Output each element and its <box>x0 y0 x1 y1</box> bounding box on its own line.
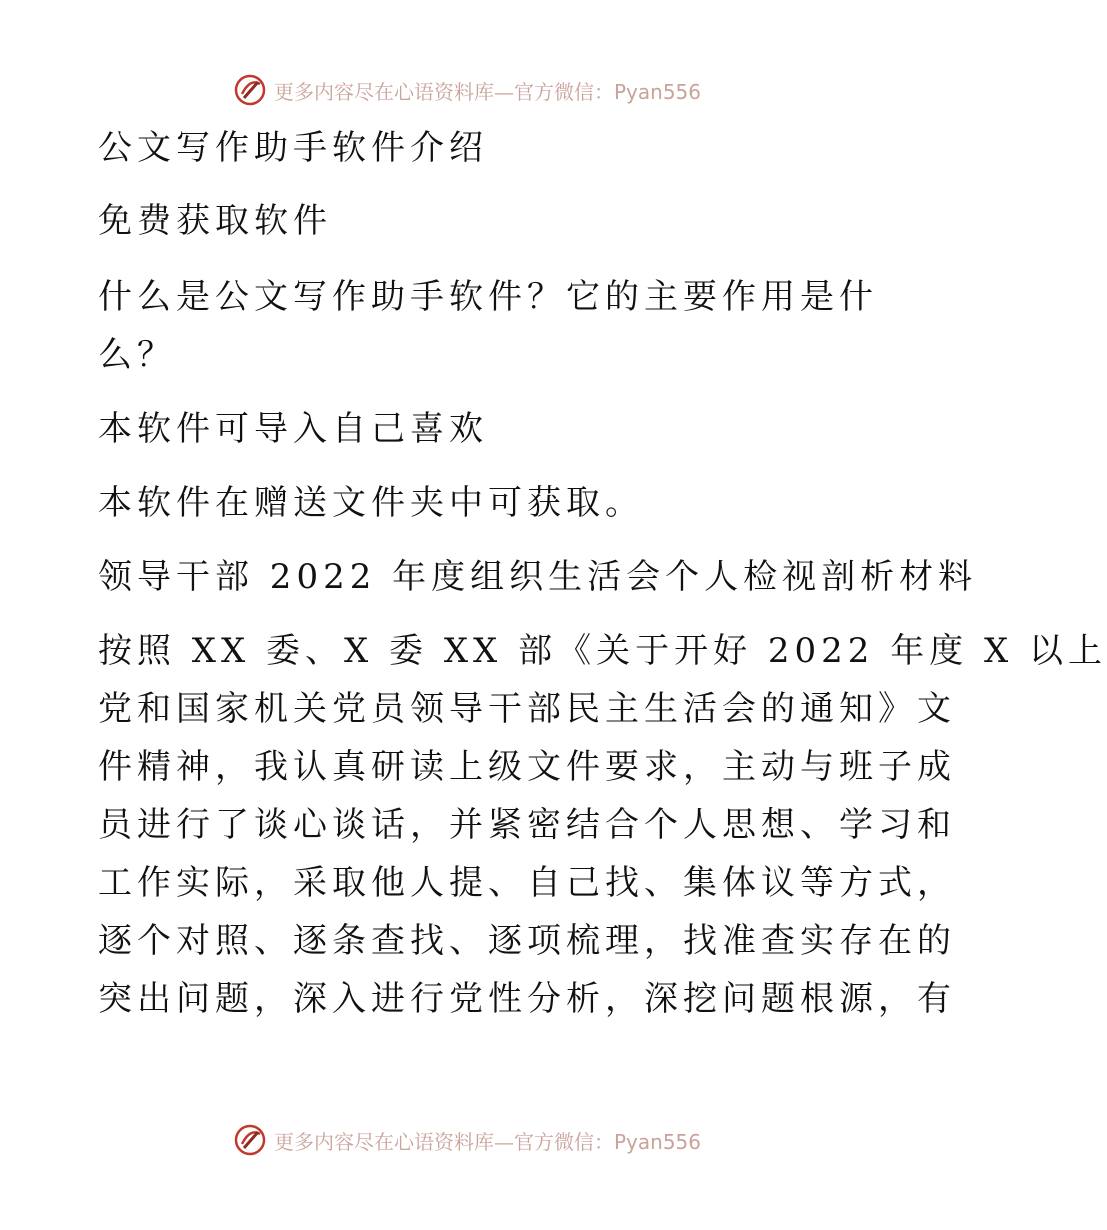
text-line: 件精神，我认真研读上级文件要求，主动与班子成 <box>98 747 956 787</box>
text-line: 突出问题，深入进行党性分析，深挖问题根源，有 <box>98 979 956 1019</box>
watermark-text: 更多内容尽在心语资料库—官方微信： <box>274 79 614 104</box>
logo-icon <box>232 72 268 108</box>
text-line: 什么是公文写作助手软件？它的主要作用是什 <box>98 277 878 317</box>
watermark-text: 更多内容尽在心语资料库—官方微信： <box>274 1129 614 1154</box>
text-line: 员进行了谈心谈话，并紧密结合个人思想、学习和 <box>98 805 956 845</box>
text-line: 逐个对照、逐条查找、逐项梳理，找准查实存在的 <box>98 921 956 961</box>
text-line: 党和国家机关党员领导干部民主生活会的通知》文 <box>98 689 956 729</box>
section-title: 领导干部 2022 年度组织生活会个人检视剖析材料 <box>98 557 978 597</box>
wechat-id: Pyan556 <box>614 79 702 104</box>
footer-watermark <box>232 1122 701 1158</box>
text-line: 本软件可导入自己喜欢 <box>98 409 488 449</box>
wechat-id: Pyan556 <box>614 1129 702 1154</box>
text-line: 公文写作助手软件介绍 <box>98 128 488 168</box>
text-line: 按照 XX 委、X 委 XX 部《关于开好 2022 年度 X 以上 <box>98 631 1107 671</box>
logo-icon <box>232 1122 268 1158</box>
text-line: 么？ <box>98 335 176 375</box>
header-watermark <box>232 72 701 108</box>
text-line: 工作实际，采取他人提、自己找、集体议等方式， <box>98 863 956 903</box>
text-line: 免费获取软件 <box>98 201 332 241</box>
text-line: 本软件在赠送文件夹中可获取。 <box>98 483 644 523</box>
